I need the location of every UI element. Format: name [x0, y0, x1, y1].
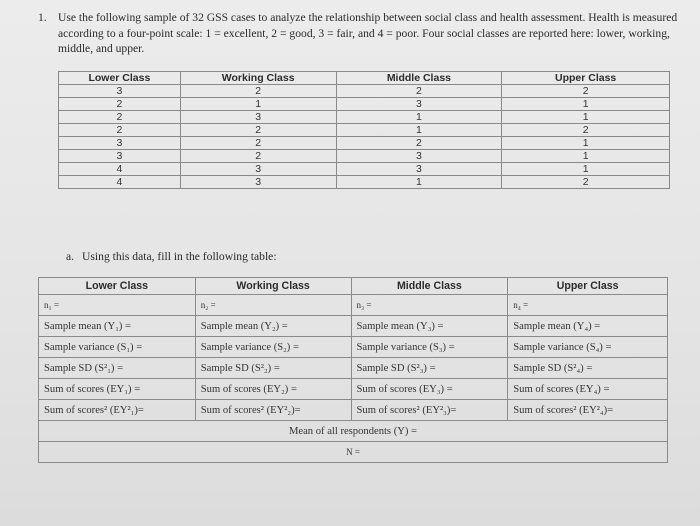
sum-squared-scores-field[interactable]: Sum of scores² (EY²₃)=	[351, 400, 508, 421]
table-row	[59, 124, 670, 137]
sample-mean-field[interactable]: Sample mean (Y₁) =	[39, 316, 196, 337]
n-total-row	[39, 442, 668, 463]
sample-variance-row	[39, 337, 668, 358]
part-a-text: Using this data, fill in the following table:	[82, 250, 277, 263]
sample-variance-field[interactable]: Sample variance (S₄) =	[508, 337, 668, 358]
sample-sd-field[interactable]: Sample SD (S²₄) =	[508, 358, 668, 379]
table-row	[59, 137, 670, 150]
table-row	[59, 111, 670, 124]
question-1	[38, 10, 678, 57]
part-a-instruction	[66, 250, 277, 263]
table-cell: 3	[59, 85, 181, 98]
sum-squared-scores-field[interactable]: Sum of scores² (EY²₁)=	[39, 400, 196, 421]
n-row	[39, 295, 668, 316]
table-row	[59, 163, 670, 176]
table-row	[59, 85, 670, 98]
mean-all-row	[39, 421, 668, 442]
table-cell: 1	[336, 176, 502, 189]
summary-header-row	[39, 278, 668, 295]
summary-header-working-class: Working Class	[195, 278, 351, 295]
table-cell: 3	[180, 163, 336, 176]
table-cell: 2	[336, 137, 502, 150]
table-row	[59, 176, 670, 189]
table-cell: 1	[502, 137, 670, 150]
table-cell: 1	[180, 98, 336, 111]
table-cell: 2	[502, 124, 670, 137]
table-cell: 1	[502, 150, 670, 163]
table-cell: 4	[59, 163, 181, 176]
table-cell: 1	[502, 98, 670, 111]
summary-header-middle-class: Middle Class	[351, 278, 508, 295]
table-cell: 3	[59, 150, 181, 163]
table-cell: 1	[502, 163, 670, 176]
table-row	[59, 98, 670, 111]
sample-mean-field[interactable]: Sample mean (Y₃) =	[351, 316, 508, 337]
data-table-header-row	[59, 72, 670, 85]
sum-squared-scores-field[interactable]: Sum of scores² (EY²₄)=	[508, 400, 668, 421]
table-cell: 2	[180, 85, 336, 98]
table-cell: 3	[59, 137, 181, 150]
table-cell: 1	[502, 111, 670, 124]
sample-sd-field[interactable]: Sample SD (S²₂) =	[195, 358, 351, 379]
sample-mean-field[interactable]: Sample mean (Y₂) =	[195, 316, 351, 337]
mean-all-respondents-field[interactable]: Mean of all respondents (Y) =	[39, 421, 668, 442]
sample-variance-field[interactable]: Sample variance (S₃) =	[351, 337, 508, 358]
sample-variance-field[interactable]: Sample variance (S₁) =	[39, 337, 196, 358]
sum-scores-field[interactable]: Sum of scores (EY₂) =	[195, 379, 351, 400]
sum-scores-row	[39, 379, 668, 400]
header-middle-class: Middle Class	[336, 72, 502, 85]
question-text: Use the following sample of 32 GSS cases to analyze the relationship between social class and health assessment. Health is measured according to a four-point scale: 1 = excellent, 2 = good, 3 = fair, and 4 = poor. Four social classes are reported here: lower, working, middle, and upper.	[58, 11, 678, 55]
table-cell: 2	[59, 124, 181, 137]
sample-sd-row	[39, 358, 668, 379]
n3-field[interactable]: n₃ =	[351, 295, 508, 316]
table-cell: 3	[180, 176, 336, 189]
table-cell: 3	[336, 98, 502, 111]
table-cell: 2	[180, 137, 336, 150]
header-upper-class: Upper Class	[502, 72, 670, 85]
table-cell: 2	[336, 85, 502, 98]
table-cell: 1	[336, 111, 502, 124]
table-cell: 2	[59, 111, 181, 124]
table-cell: 2	[59, 98, 181, 111]
header-lower-class: Lower Class	[59, 72, 181, 85]
table-row	[59, 150, 670, 163]
sample-sd-field[interactable]: Sample SD (S²₃) =	[351, 358, 508, 379]
sample-mean-field[interactable]: Sample mean (Y₄) =	[508, 316, 668, 337]
table-cell: 3	[336, 163, 502, 176]
part-a-letter: a.	[66, 250, 75, 263]
table-cell: 3	[180, 111, 336, 124]
table-cell: 2	[180, 150, 336, 163]
table-cell: 2	[502, 176, 670, 189]
table-cell: 2	[502, 85, 670, 98]
sum-scores-field[interactable]: Sum of scores (EY₃) =	[351, 379, 508, 400]
gss-data-table	[58, 71, 670, 189]
table-cell: 2	[180, 124, 336, 137]
sum-scores-field[interactable]: Sum of scores (EY₄) =	[508, 379, 668, 400]
sample-mean-row	[39, 316, 668, 337]
n-total-field[interactable]: N =	[39, 442, 668, 463]
sample-variance-field[interactable]: Sample variance (S₂) =	[195, 337, 351, 358]
sum-squared-scores-row	[39, 400, 668, 421]
summary-header-lower-class: Lower Class	[39, 278, 196, 295]
sum-scores-field[interactable]: Sum of scores (EY₁) =	[39, 379, 196, 400]
sum-squared-scores-field[interactable]: Sum of scores² (EY²₂)=	[195, 400, 351, 421]
n4-field[interactable]: n₄ =	[508, 295, 668, 316]
question-number: 1.	[38, 11, 47, 24]
table-cell: 1	[336, 124, 502, 137]
table-cell: 4	[59, 176, 181, 189]
sample-sd-field[interactable]: Sample SD (S²₁) =	[39, 358, 196, 379]
summary-table	[38, 277, 668, 463]
n2-field[interactable]: n₂ =	[195, 295, 351, 316]
n1-field[interactable]: n₁ =	[39, 295, 196, 316]
table-cell: 3	[336, 150, 502, 163]
header-working-class: Working Class	[180, 72, 336, 85]
summary-header-upper-class: Upper Class	[508, 278, 668, 295]
